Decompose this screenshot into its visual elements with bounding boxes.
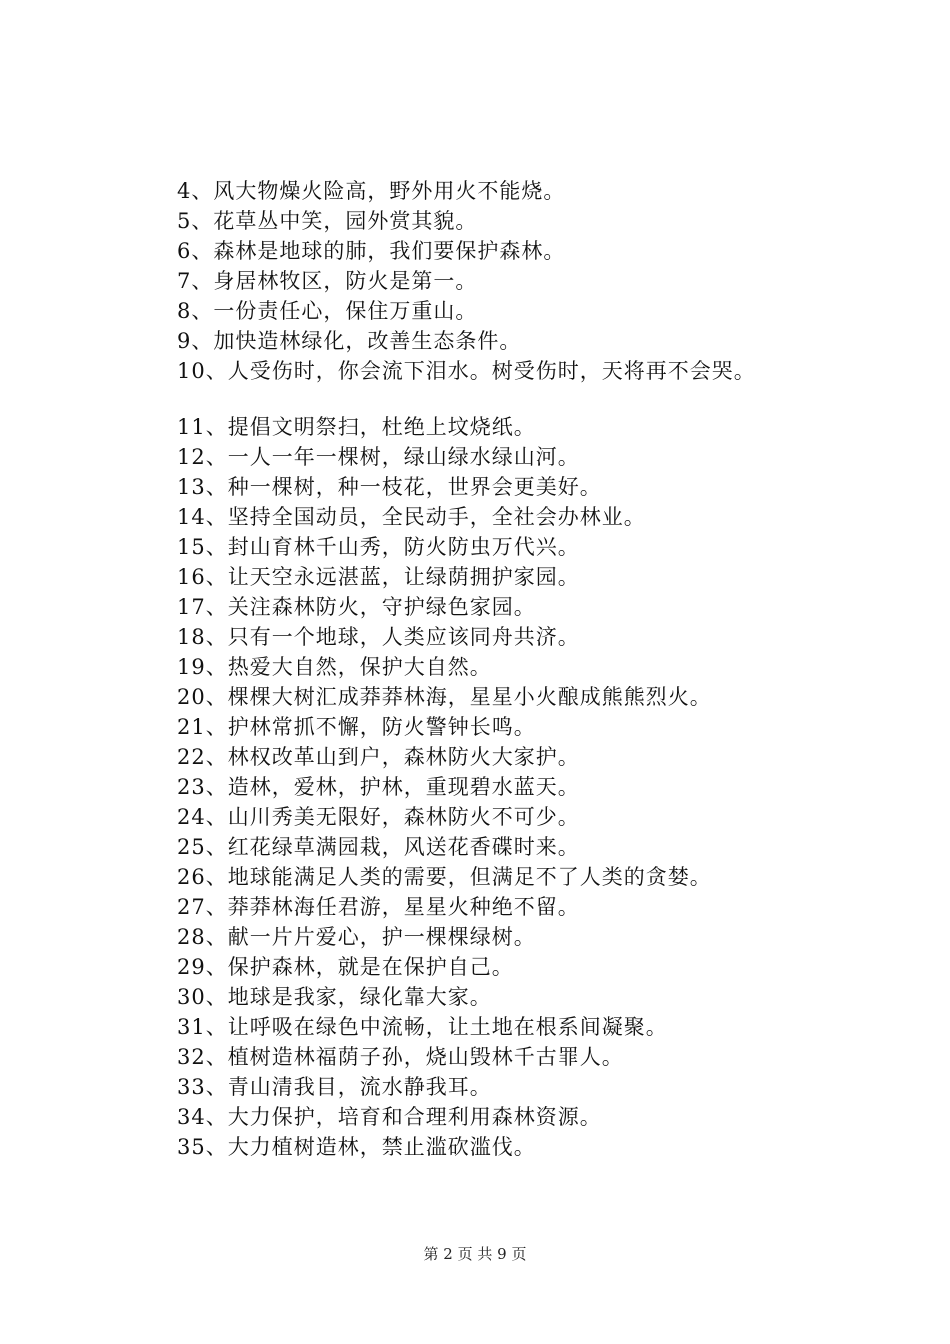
list-item: 33、青山清我目，流水静我耳。: [177, 1075, 492, 1099]
list-item: 19、热爱大自然，保护大自然。: [177, 655, 492, 679]
list-item: 25、红花绿草满园栽，风送花香碟时来。: [177, 835, 580, 859]
list-item: 18、只有一个地球，人类应该同舟共济。: [177, 625, 580, 649]
page-number-footer: 第 2 页 共 9 页: [423, 1245, 527, 1263]
list-item: 20、棵棵大树汇成莽莽林海，星星小火酿成熊熊烈火。: [177, 685, 712, 709]
list-item: 9、加快造林绿化，改善生态条件。: [177, 329, 522, 353]
list-item: 28、献一片片爱心，护一棵棵绿树。: [177, 925, 536, 949]
list-item: 22、林权改革山到户，森林防火大家护。: [177, 745, 580, 769]
list-item: 31、让呼吸在绿色中流畅，让土地在根系间凝聚。: [177, 1015, 668, 1039]
list-item: 13、种一棵树，种一枝花，世界会更美好。: [177, 475, 602, 499]
list-item: 32、植树造林福荫子孙，烧山毁林千古罪人。: [177, 1045, 624, 1069]
list-item: 26、地球能满足人类的需要，但满足不了人类的贪婪。: [177, 865, 712, 889]
slogan-list: [177, 176, 917, 1162]
list-item: 35、大力植树造林，禁止滥砍滥伐。: [177, 1135, 536, 1159]
list-item: 24、山川秀美无限好，森林防火不可少。: [177, 805, 580, 829]
list-item: 27、莽莽林海任君游，星星火种绝不留。: [177, 895, 580, 919]
list-item: 5、花草丛中笑，园外赏其貌。: [177, 209, 478, 233]
list-item: 34、大力保护，培育和合理利用森林资源。: [177, 1105, 602, 1129]
list-item: 7、身居林牧区，防火是第一。: [177, 269, 478, 293]
list-item: 10、人受伤时，你会流下泪水。树受伤时，天将再不会哭。: [177, 359, 756, 383]
list-item: 21、护林常抓不懈，防火警钟长鸣。: [177, 715, 536, 739]
list-item: 11、提倡文明祭扫，杜绝上坟烧纸。: [177, 415, 536, 439]
list-item: 6、森林是地球的肺，我们要保护森林。: [177, 239, 566, 263]
list-item: 17、关注森林防火，守护绿色家园。: [177, 595, 536, 619]
list-item: 29、保护森林，就是在保护自己。: [177, 955, 514, 979]
list-item: 4、风大物燥火险高，野外用火不能烧。: [177, 179, 566, 203]
list-item: 12、一人一年一棵树，绿山绿水绿山河。: [177, 445, 580, 469]
list-item: 30、地球是我家，绿化靠大家。: [177, 985, 492, 1009]
list-item: 8、一份责任心，保住万重山。: [177, 299, 478, 323]
list-item: 14、坚持全国动员，全民动手，全社会办林业。: [177, 505, 646, 529]
list-item: 23、造林，爱林，护林，重现碧水蓝天。: [177, 775, 580, 799]
list-item: 16、让天空永远湛蓝，让绿荫拥护家园。: [177, 565, 580, 589]
list-item: 15、封山育林千山秀，防火防虫万代兴。: [177, 535, 580, 559]
